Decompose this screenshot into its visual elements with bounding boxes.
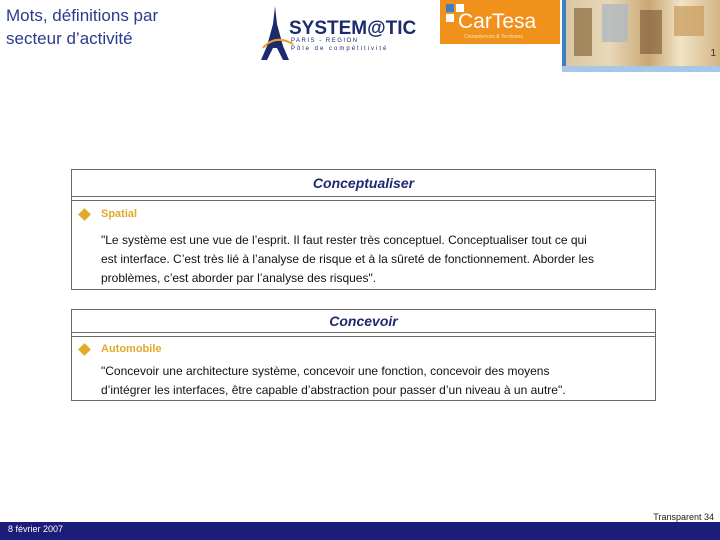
section-divider <box>72 333 655 337</box>
footer-bar <box>0 522 720 540</box>
banner-photo-4 <box>674 6 704 36</box>
sector-label: Spatial <box>101 208 138 220</box>
page-marker: 1 <box>710 48 716 59</box>
logo-square-blue <box>446 4 454 12</box>
header-photo-banner <box>562 0 720 72</box>
sector-quote <box>101 231 661 288</box>
cartesa-tagline: Compétences & Territoires <box>464 34 523 40</box>
title-line-2: secteur d’activité <box>6 29 133 48</box>
slide-number: Transparent 34 <box>653 512 714 522</box>
title-line-1: Mots, définitions par <box>6 6 159 25</box>
quote-line: est interface. C’est très lié à l’analyse de risque et à la sûreté de fonctionnement. Aborder les <box>101 252 594 266</box>
section-conceptualiser <box>71 169 656 290</box>
sector-quote <box>101 362 661 400</box>
diamond-bullet-icon <box>78 343 91 356</box>
sector-label: Automobile <box>101 343 162 355</box>
page-title <box>6 4 246 50</box>
systematic-region: PARIS - REGION <box>291 38 359 44</box>
cartesa-logo <box>440 0 560 44</box>
section-heading: Concevoir <box>72 310 655 333</box>
banner-photo-3 <box>640 10 662 54</box>
systematic-wordmark: SYSTEM@TIC <box>289 18 417 39</box>
logo-square-white <box>446 14 454 22</box>
diamond-bullet-icon <box>78 208 91 221</box>
section-concevoir <box>71 309 656 401</box>
quote-line: "Concevoir une architecture système, concevoir une fonction, concevoir des moyens <box>101 364 550 378</box>
banner-bottom-bar <box>562 66 720 72</box>
quote-line: "Le système est une vue de l’esprit. Il faut rester très conceptuel. Conceptualiser tout ce qui <box>101 233 587 247</box>
cartesa-wordmark: CarTesa <box>458 10 537 33</box>
banner-photo-1 <box>574 8 592 56</box>
section-heading: Conceptualiser <box>72 170 655 197</box>
section-divider <box>72 197 655 201</box>
quote-line: d’intégrer les interfaces, être capable d’abstraction pour passer d’un niveau à un autre". <box>101 383 566 397</box>
banner-photo-2 <box>602 4 628 42</box>
quote-line: problèmes, c’est aborder par l’analyse des risques". <box>101 271 377 285</box>
banner-accent-stripe <box>562 0 566 72</box>
systematic-tagline: Pôle de compétitivité <box>291 46 389 52</box>
systematic-logo <box>255 4 420 62</box>
footer-date: 8 février 2007 <box>8 524 64 534</box>
